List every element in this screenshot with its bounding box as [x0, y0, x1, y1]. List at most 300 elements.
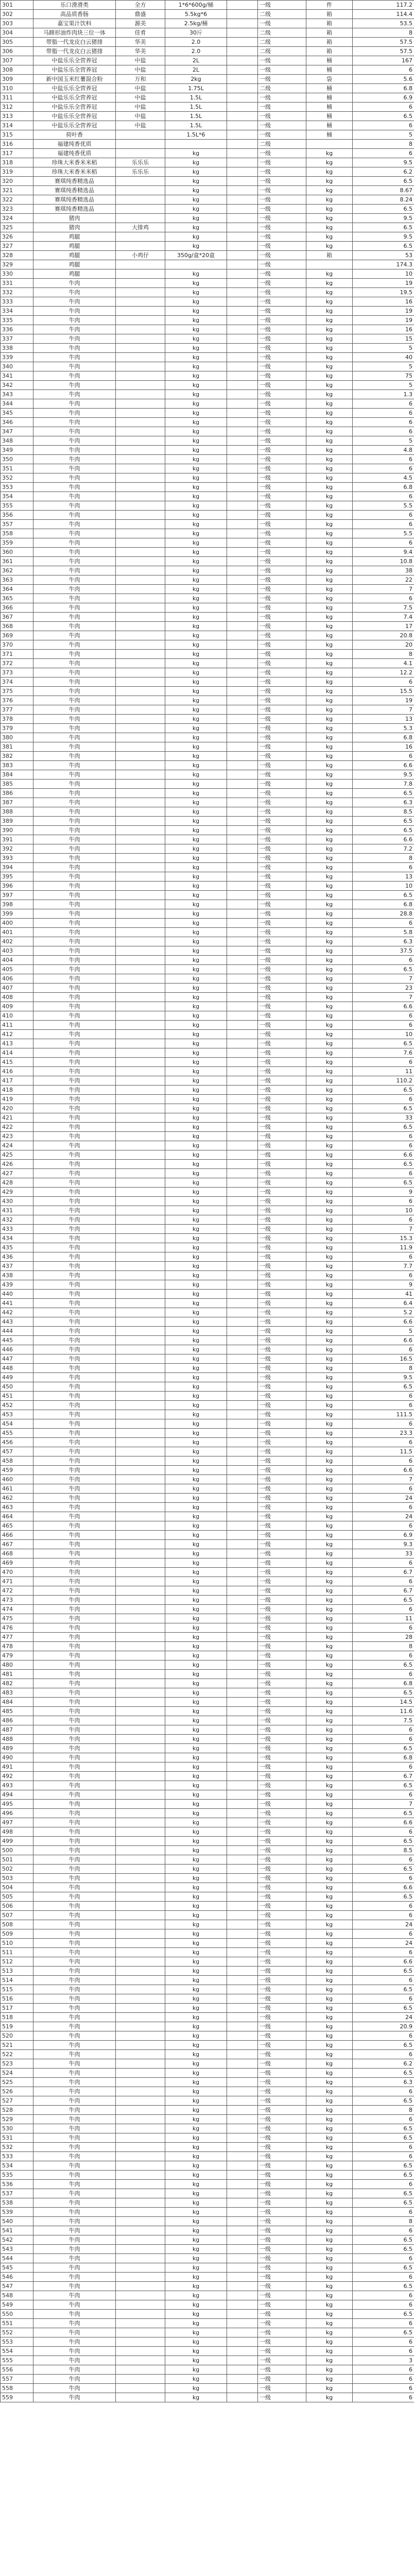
- spec-cell: kg: [165, 2235, 227, 2245]
- grade-cell: 一级: [258, 770, 306, 779]
- note-cell: [227, 1215, 258, 1225]
- spec-cell: kg: [165, 1123, 227, 1132]
- unit-cell: kg: [306, 334, 353, 344]
- unit-cell: kg: [306, 2384, 353, 2393]
- table-row: [1, 455, 414, 464]
- row-number-cell: 494: [1, 1790, 33, 1800]
- spec-cell: kg: [165, 1651, 227, 1660]
- brand-cell: [116, 993, 165, 1002]
- brand-cell: [116, 1150, 165, 1160]
- spec-cell: kg: [165, 1113, 227, 1123]
- table-row: [1, 2022, 414, 2031]
- row-number-cell: 366: [1, 603, 33, 613]
- table-row: [1, 242, 414, 251]
- row-number-cell: 335: [1, 316, 33, 325]
- row-number-cell: 393: [1, 854, 33, 863]
- grade-cell: 一级: [258, 1150, 306, 1160]
- row-number-cell: 321: [1, 186, 33, 195]
- unit-cell: kg: [306, 1985, 353, 1994]
- price-cell: 6: [353, 1141, 414, 1150]
- price-cell: 6: [353, 1929, 414, 1939]
- spec-cell: kg: [165, 1883, 227, 1892]
- brand-cell: [116, 2161, 165, 2171]
- grade-cell: 一级: [258, 1419, 306, 1429]
- row-number-cell: 381: [1, 742, 33, 752]
- spec-cell: kg: [165, 307, 227, 316]
- table-row: [1, 325, 414, 334]
- product-name-cell: 牛肉: [33, 640, 116, 650]
- price-cell: 6: [353, 1827, 414, 1837]
- price-cell: 6: [353, 1874, 414, 1883]
- note-cell: [227, 1967, 258, 1976]
- unit-cell: kg: [306, 1456, 353, 1466]
- brand-cell: [116, 1160, 165, 1169]
- row-number-cell: 314: [1, 121, 33, 130]
- table-row: [1, 2337, 414, 2347]
- grade-cell: 一级: [258, 1364, 306, 1373]
- product-name-cell: 赛琪纯香精选品: [33, 177, 116, 186]
- product-name-cell: 牛肉: [33, 872, 116, 882]
- unit-cell: kg: [306, 205, 353, 214]
- table-row: [1, 863, 414, 872]
- product-name-cell: 牛肉: [33, 1827, 116, 1837]
- grade-cell: 一级: [258, 334, 306, 344]
- unit-cell: kg: [306, 158, 353, 167]
- row-number-cell: 488: [1, 1735, 33, 1744]
- row-number-cell: 492: [1, 1772, 33, 1781]
- product-name-cell: 牛肉: [33, 1660, 116, 1670]
- price-cell: 19: [353, 696, 414, 705]
- product-name-cell: 牛肉: [33, 1086, 116, 1095]
- row-number-cell: 541: [1, 2226, 33, 2235]
- product-name-cell: 牛肉: [33, 1651, 116, 1660]
- brand-cell: [116, 455, 165, 464]
- table-row: [1, 687, 414, 696]
- table-row: [1, 1586, 414, 1596]
- product-name-cell: 牛肉: [33, 1596, 116, 1605]
- spec-cell: kg: [165, 2050, 227, 2059]
- table-row: [1, 2319, 414, 2328]
- unit-cell: kg: [306, 1827, 353, 1837]
- brand-cell: [116, 742, 165, 752]
- spec-cell: kg: [165, 993, 227, 1002]
- table-row: [1, 1252, 414, 1262]
- price-cell: 6: [353, 677, 414, 687]
- unit-cell: kg: [306, 770, 353, 779]
- row-number-cell: 531: [1, 2133, 33, 2143]
- unit-cell: kg: [306, 1540, 353, 1549]
- note-cell: [227, 418, 258, 427]
- table-row: [1, 882, 414, 891]
- row-number-cell: 383: [1, 761, 33, 770]
- brand-cell: [116, 2273, 165, 2282]
- spec-cell: kg: [165, 779, 227, 789]
- grade-cell: 一级: [258, 2050, 306, 2059]
- note-cell: [227, 2235, 258, 2245]
- product-name-cell: 牛肉: [33, 1317, 116, 1327]
- unit-cell: 桶: [306, 103, 353, 112]
- unit-cell: kg: [306, 1150, 353, 1160]
- table-row: [1, 668, 414, 677]
- product-name-cell: 牛肉: [33, 789, 116, 798]
- grade-cell: 一级: [258, 2161, 306, 2171]
- note-cell: [227, 1568, 258, 1577]
- table-row: [1, 1197, 414, 1206]
- price-cell: 6: [353, 1197, 414, 1206]
- spec-cell: kg: [165, 2273, 227, 2282]
- price-cell: 10: [353, 1206, 414, 1215]
- price-cell: 6: [353, 1605, 414, 1614]
- spec-cell: kg: [165, 2180, 227, 2189]
- note-cell: [227, 631, 258, 640]
- brand-cell: [116, 2013, 165, 2022]
- note-cell: [227, 93, 258, 103]
- unit-cell: kg: [306, 594, 353, 603]
- unit-cell: kg: [306, 1679, 353, 1688]
- spec-cell: kg: [165, 798, 227, 807]
- spec-cell: kg: [165, 770, 227, 779]
- brand-cell: [116, 575, 165, 585]
- product-name-cell: 牛肉: [33, 1123, 116, 1132]
- price-cell: 15.5: [353, 687, 414, 696]
- price-cell: 6: [353, 1976, 414, 1985]
- unit-cell: kg: [306, 1670, 353, 1679]
- note-cell: [227, 28, 258, 38]
- spec-cell: 2.0: [165, 47, 227, 56]
- row-number-cell: 430: [1, 1197, 33, 1206]
- table-row: [1, 2189, 414, 2198]
- spec-cell: kg: [165, 1494, 227, 1503]
- note-cell: [227, 1651, 258, 1660]
- grade-cell: 一级: [258, 260, 306, 269]
- brand-cell: [116, 1271, 165, 1280]
- price-cell: 6.5: [353, 1104, 414, 1113]
- price-cell: 6: [353, 1132, 414, 1141]
- unit-cell: kg: [306, 2208, 353, 2217]
- brand-cell: [116, 566, 165, 575]
- brand-cell: [116, 1002, 165, 1011]
- spec-cell: kg: [165, 1382, 227, 1392]
- spec-cell: [165, 140, 227, 149]
- brand-cell: [116, 1818, 165, 1827]
- price-cell: 6: [353, 1392, 414, 1401]
- unit-cell: kg: [306, 2393, 353, 2402]
- table-row: [1, 1642, 414, 1651]
- grade-cell: 一级: [258, 2059, 306, 2069]
- grade-cell: 一级: [258, 511, 306, 520]
- unit-cell: kg: [306, 1855, 353, 1865]
- note-cell: [227, 1957, 258, 1967]
- row-number-cell: 389: [1, 817, 33, 826]
- row-number-cell: 511: [1, 1948, 33, 1957]
- row-number-cell: 544: [1, 2254, 33, 2263]
- brand-cell: [116, 640, 165, 650]
- product-name-cell: 赛琪纯香精选品: [33, 195, 116, 205]
- price-cell: 6.3: [353, 798, 414, 807]
- spec-cell: kg: [165, 2189, 227, 2198]
- brand-cell: [116, 1855, 165, 1865]
- grade-cell: 一级: [258, 1605, 306, 1614]
- spec-cell: kg: [165, 492, 227, 501]
- brand-cell: [116, 1688, 165, 1698]
- grade-cell: 一级: [258, 2180, 306, 2189]
- product-name-cell: 带脂一代龙皮白云猪排: [33, 47, 116, 56]
- table-row: [1, 38, 414, 47]
- price-cell: 6.5: [353, 826, 414, 835]
- spec-cell: kg: [165, 1197, 227, 1206]
- product-name-cell: 牛肉: [33, 520, 116, 529]
- brand-cell: [116, 1558, 165, 1568]
- brand-cell: [116, 1568, 165, 1577]
- unit-cell: 箱: [306, 47, 353, 56]
- unit-cell: kg: [306, 381, 353, 390]
- grade-cell: 一级: [258, 1976, 306, 1985]
- price-cell: 5.6: [353, 75, 414, 84]
- spec-cell: kg: [165, 1456, 227, 1466]
- brand-cell: [116, 149, 165, 158]
- grade-cell: 一级: [258, 687, 306, 696]
- brand-cell: [116, 1280, 165, 1290]
- brand-cell: [116, 761, 165, 770]
- row-number-cell: 535: [1, 2171, 33, 2180]
- unit-cell: kg: [306, 511, 353, 520]
- unit-cell: kg: [306, 798, 353, 807]
- table-row: [1, 900, 414, 909]
- note-cell: [227, 1271, 258, 1280]
- unit-cell: kg: [306, 1095, 353, 1104]
- spec-cell: kg: [165, 2078, 227, 2087]
- spec-cell: kg: [165, 1169, 227, 1178]
- row-number-cell: 340: [1, 362, 33, 371]
- spec-cell: kg: [165, 1503, 227, 1512]
- note-cell: [227, 149, 258, 158]
- spec-cell: kg: [165, 409, 227, 418]
- row-number-cell: 439: [1, 1280, 33, 1290]
- brand-cell: [116, 956, 165, 965]
- grade-cell: 一级: [258, 1512, 306, 1521]
- product-name-cell: 牛肉: [33, 844, 116, 854]
- grade-cell: 一级: [258, 1670, 306, 1679]
- note-cell: [227, 1800, 258, 1809]
- row-number-cell: 367: [1, 613, 33, 622]
- unit-cell: kg: [306, 409, 353, 418]
- unit-cell: kg: [306, 1030, 353, 1039]
- price-cell: 7: [353, 705, 414, 715]
- brand-cell: [116, 1475, 165, 1484]
- spec-cell: kg: [165, 362, 227, 371]
- unit-cell: kg: [306, 464, 353, 473]
- product-name-cell: 牛肉: [33, 622, 116, 631]
- brand-cell: [116, 1206, 165, 1215]
- grade-cell: 一级: [258, 1633, 306, 1642]
- table-row: [1, 1401, 414, 1410]
- table-row: [1, 1911, 414, 1920]
- unit-cell: kg: [306, 1308, 353, 1317]
- brand-cell: [116, 177, 165, 186]
- spec-cell: kg: [165, 1076, 227, 1086]
- row-number-cell: 359: [1, 538, 33, 548]
- unit-cell: kg: [306, 2041, 353, 2050]
- row-number-cell: 426: [1, 1160, 33, 1169]
- spec-cell: kg: [165, 2300, 227, 2310]
- brand-cell: [116, 1540, 165, 1549]
- table-row: [1, 2143, 414, 2152]
- product-name-cell: 牛肉: [33, 946, 116, 956]
- price-cell: 6: [353, 2087, 414, 2096]
- row-number-cell: 440: [1, 1290, 33, 1299]
- brand-cell: [116, 1308, 165, 1317]
- brand-cell: [116, 1067, 165, 1076]
- grade-cell: 一级: [258, 566, 306, 575]
- row-number-cell: 406: [1, 974, 33, 984]
- note-cell: [227, 511, 258, 520]
- grade-cell: 一级: [258, 2282, 306, 2291]
- table-row: [1, 1818, 414, 1827]
- brand-cell: [116, 1753, 165, 1762]
- grade-cell: 一级: [258, 1707, 306, 1716]
- price-cell: 16.5: [353, 1354, 414, 1364]
- product-name-cell: 牛肉: [33, 715, 116, 724]
- product-name-cell: 牛肉: [33, 1846, 116, 1855]
- row-number-cell: 454: [1, 1419, 33, 1429]
- note-cell: [227, 575, 258, 585]
- note-cell: [227, 1642, 258, 1651]
- spec-cell: kg: [165, 1688, 227, 1698]
- row-number-cell: 502: [1, 1865, 33, 1874]
- note-cell: [227, 1994, 258, 2004]
- brand-cell: [116, 928, 165, 937]
- table-row: [1, 167, 414, 177]
- row-number-cell: 382: [1, 752, 33, 761]
- price-cell: 6: [353, 1252, 414, 1262]
- table-row: [1, 1531, 414, 1540]
- brand-cell: [116, 316, 165, 325]
- product-name-cell: 牛肉: [33, 603, 116, 613]
- table-row: [1, 1447, 414, 1456]
- brand-cell: [116, 1531, 165, 1540]
- brand-cell: [116, 130, 165, 140]
- spec-cell: 1.5L: [165, 112, 227, 121]
- price-cell: 15: [353, 334, 414, 344]
- row-number-cell: 444: [1, 1327, 33, 1336]
- unit-cell: kg: [306, 1967, 353, 1976]
- grade-cell: 一级: [258, 1067, 306, 1076]
- note-cell: [227, 1280, 258, 1290]
- price-cell: 6.5: [353, 1039, 414, 1048]
- product-name-cell: 牛肉: [33, 1280, 116, 1290]
- table-row: [1, 761, 414, 770]
- grade-cell: 一级: [258, 742, 306, 752]
- product-name-cell: 牛肉: [33, 362, 116, 371]
- brand-cell: [116, 195, 165, 205]
- spec-cell: kg: [165, 1790, 227, 1800]
- product-name-cell: 牛肉: [33, 2393, 116, 2402]
- brand-cell: [116, 242, 165, 251]
- product-name-cell: 牛肉: [33, 798, 116, 807]
- table-row: [1, 770, 414, 779]
- row-number-cell: 434: [1, 1234, 33, 1243]
- unit-cell: kg: [306, 1373, 353, 1382]
- grade-cell: 一级: [258, 1540, 306, 1549]
- grade-cell: 一级: [258, 603, 306, 613]
- note-cell: [227, 993, 258, 1002]
- brand-cell: [116, 2059, 165, 2069]
- note-cell: [227, 1197, 258, 1206]
- spec-cell: kg: [165, 1021, 227, 1030]
- spec-cell: kg: [165, 167, 227, 177]
- brand-cell: [116, 2031, 165, 2041]
- table-row: [1, 121, 414, 130]
- product-name-cell: 牛肉: [33, 2254, 116, 2263]
- row-number-cell: 302: [1, 10, 33, 19]
- grade-cell: 一级: [258, 1021, 306, 1030]
- unit-cell: kg: [306, 2365, 353, 2375]
- note-cell: [227, 446, 258, 455]
- product-name-cell: 牛肉: [33, 473, 116, 483]
- note-cell: [227, 455, 258, 464]
- row-number-cell: 325: [1, 223, 33, 232]
- spec-cell: kg: [165, 1030, 227, 1039]
- spec-cell: kg: [165, 158, 227, 167]
- unit-cell: kg: [306, 1744, 353, 1753]
- spec-cell: 2.5kg/桶: [165, 19, 227, 28]
- note-cell: [227, 1030, 258, 1039]
- unit-cell: kg: [306, 2254, 353, 2263]
- unit-cell: kg: [306, 1781, 353, 1790]
- price-cell: 6: [353, 2143, 414, 2152]
- grade-cell: 一级: [258, 1920, 306, 1929]
- row-number-cell: 404: [1, 956, 33, 965]
- unit-cell: kg: [306, 1169, 353, 1178]
- unit-cell: kg: [306, 761, 353, 770]
- grade-cell: 一级: [258, 371, 306, 381]
- price-cell: 6: [353, 2347, 414, 2356]
- note-cell: [227, 2263, 258, 2273]
- brand-cell: [116, 1178, 165, 1188]
- grade-cell: 一级: [258, 2337, 306, 2347]
- price-cell: 37.5: [353, 946, 414, 956]
- product-name-cell: 牛肉: [33, 353, 116, 362]
- brand-cell: [116, 1994, 165, 2004]
- spec-cell: kg: [165, 2217, 227, 2226]
- brand-cell: [116, 464, 165, 473]
- price-cell: 6.8: [353, 733, 414, 742]
- grade-cell: 一级: [258, 19, 306, 28]
- unit-cell: kg: [306, 1215, 353, 1225]
- grade-cell: 一级: [258, 112, 306, 121]
- unit-cell: 桶: [306, 112, 353, 121]
- note-cell: [227, 1902, 258, 1911]
- grade-cell: 一级: [258, 1178, 306, 1188]
- table-row: [1, 1095, 414, 1104]
- brand-cell: 华美: [116, 38, 165, 47]
- product-name-cell: 牛肉: [33, 2310, 116, 2319]
- price-cell: 6: [353, 1948, 414, 1957]
- price-cell: 11.9: [353, 1243, 414, 1252]
- brand-cell: [116, 835, 165, 844]
- product-name-cell: 牛肉: [33, 371, 116, 381]
- note-cell: [227, 937, 258, 946]
- price-cell: 14.5: [353, 1698, 414, 1707]
- price-cell: 6.5: [353, 2069, 414, 2078]
- product-name-cell: 牛肉: [33, 1781, 116, 1790]
- product-name-cell: 牛肉: [33, 1892, 116, 1902]
- note-cell: [227, 1438, 258, 1447]
- unit-cell: kg: [306, 492, 353, 501]
- table-row: [1, 2198, 414, 2208]
- row-number-cell: 433: [1, 1225, 33, 1234]
- table-row: [1, 149, 414, 158]
